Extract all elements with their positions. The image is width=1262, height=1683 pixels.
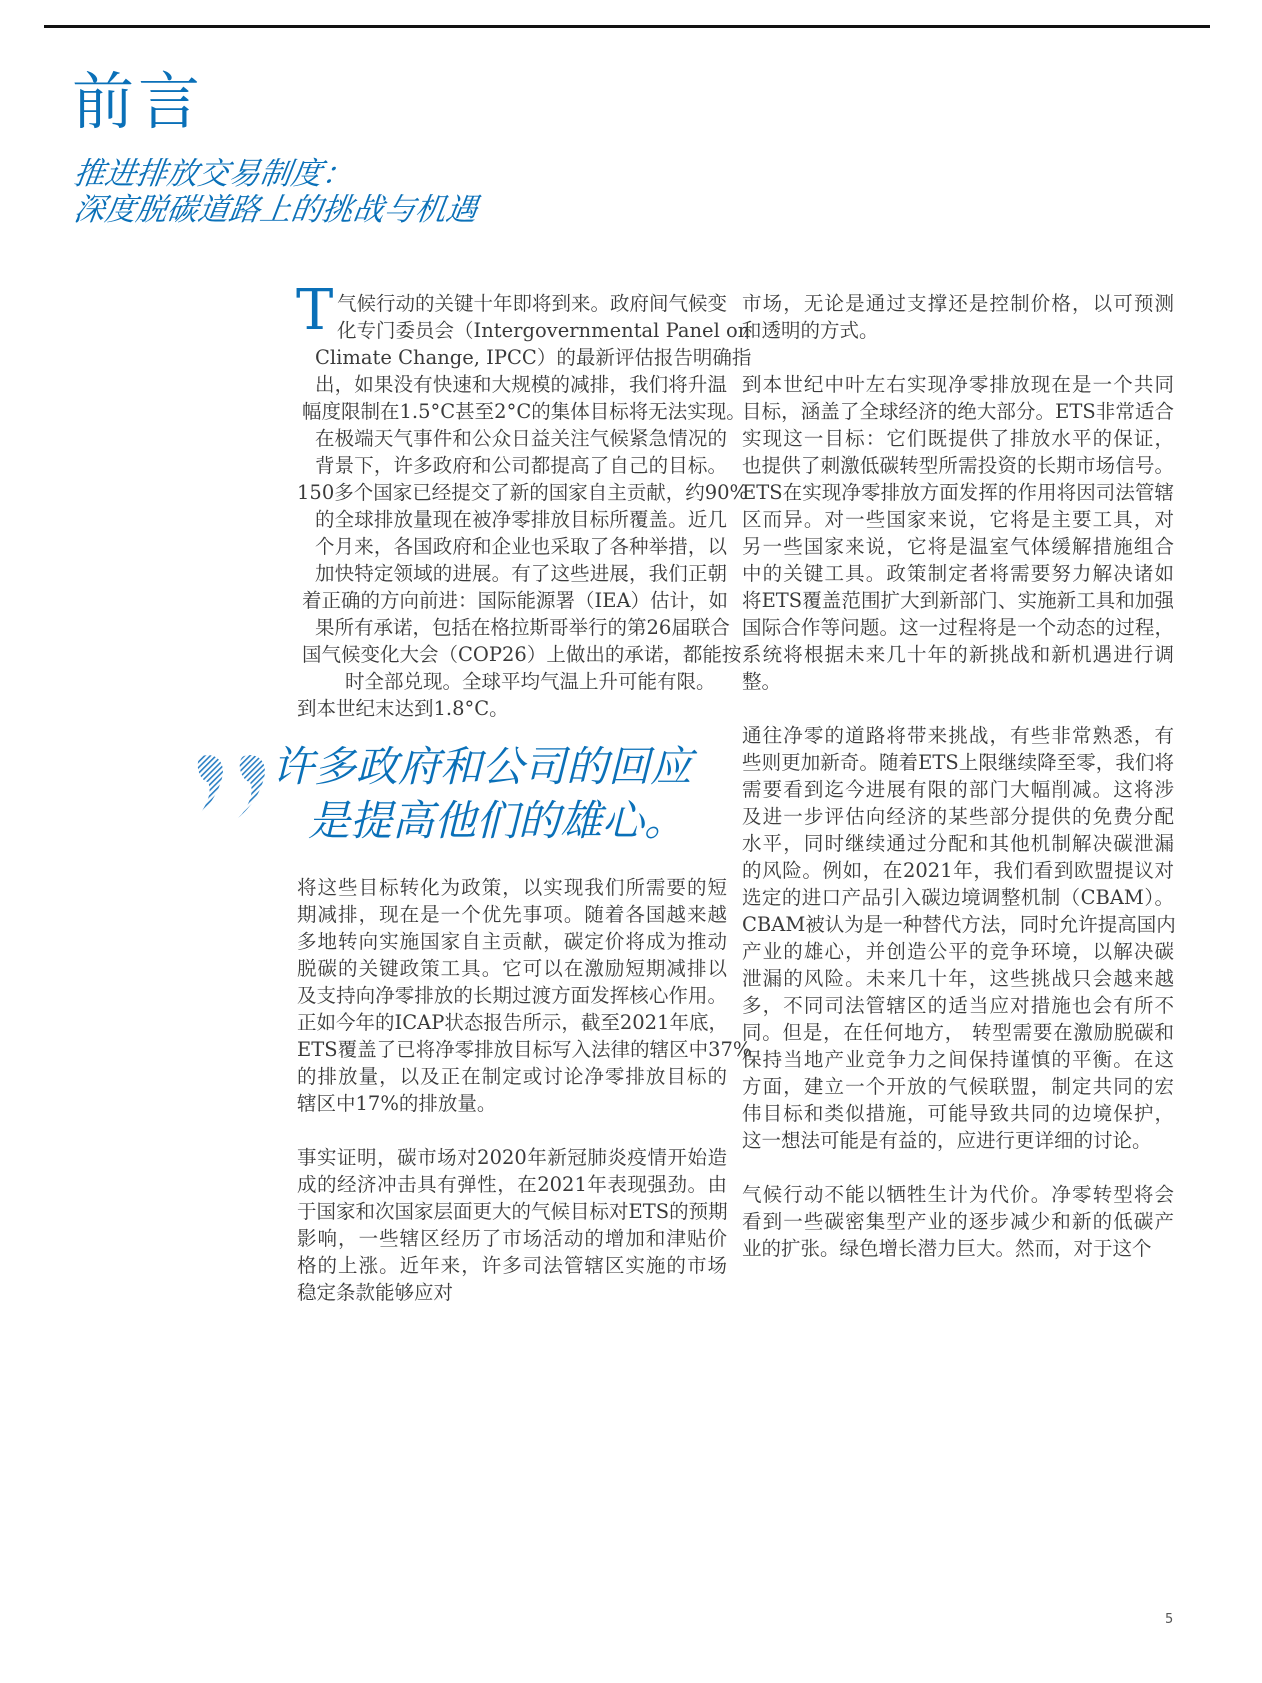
text-line: 背景下，许多政府和公司都提高了自己的目标。 [315, 454, 727, 477]
text-line: 将ETS覆盖范围扩大到新部门、实施新工具和加强 [742, 589, 1174, 612]
text-line: 150多个国家已经提交了新的国家自主贡献，约90% [297, 481, 749, 504]
text-line: 将这些目标转化为政策，以实现我们所需要的短 [297, 876, 727, 899]
text-line: 保持当地产业竞争力之间保持谨慎的平衡。在这 [742, 1048, 1174, 1071]
text-line: 脱碳的关键政策工具。它可以在激励短期减排以 [297, 957, 727, 980]
text-line: 国际合作等问题。这一过程将是一个动态的过程， [742, 616, 1174, 639]
text-line: 多地转向实施国家自主贡献，碳定价将成为推动 [297, 930, 727, 953]
header-rule [44, 25, 1210, 28]
pull-quote-line: 是提高他们的雄心。 [308, 796, 687, 845]
text-line: 成的经济冲击具有弹性，在2021年表现强劲。由 [297, 1173, 727, 1196]
text-line: 到本世纪中叶左右实现净零排放现在是一个共同 [742, 373, 1174, 396]
text-line: 气候行动的关键十年即将到来。政府间气候变 [337, 292, 728, 315]
text-line: 同。但是，在任何地方， 转型需要在激励脱碳和 [742, 1021, 1174, 1044]
text-line: 方面，建立一个开放的气候联盟，制定共同的宏 [742, 1075, 1174, 1098]
text-line: 伟目标和类似措施，可能导致共同的边境保护， [742, 1102, 1174, 1125]
paragraph [742, 1181, 1174, 1262]
text-line: 整。 [742, 670, 782, 693]
pull-quote-line: 许多政府和公司的回应 [272, 742, 693, 791]
text-line: 也提供了刺激低碳转型所需投资的长期市场信号。 [742, 454, 1174, 477]
subtitle-line: 推进排放交易制度： [71, 156, 356, 192]
text-line: 气候行动不能以牺牲生计为代价。净零转型将会 [742, 1183, 1174, 1206]
drop-cap: T [296, 278, 334, 343]
text-line: 着正确的方向前进：国际能源署（IEA）估计，如 [302, 589, 729, 612]
text-line: 水平，同时继续通过分配和其他机制解决碳泄漏 [742, 832, 1174, 855]
paragraph [742, 722, 1174, 1154]
text-line: 泄漏的风险。未来几十年，这些挑战只会越来越 [742, 967, 1174, 990]
intro-paragraph [297, 290, 752, 749]
text-line: 市场，无论是通过支撑还是控制价格，以可预测 [742, 292, 1174, 315]
text-line: 目标，涵盖了全球经济的绝大部分。ETS非常适合 [742, 400, 1174, 423]
text-line: 这一想法可能是有益的，应进行更详细的讨论。 [742, 1129, 1152, 1152]
text-line: 国气候变化大会（COP26）上做出的承诺，都能按 [302, 643, 742, 666]
page-subtitle [71, 156, 480, 228]
text-line: 化专门委员会（Intergovernmental Panel on [337, 319, 751, 342]
text-line: 的全球排放量现在被净零排放目标所覆盖。近几 [315, 508, 727, 531]
text-line: 多，不同司法管辖区的适当应对措施也会有所不 [742, 994, 1174, 1017]
text-line: 加快特定领域的进展。有了这些进展，我们正朝 [315, 562, 727, 585]
text-line: 辖区中17%的排放量。 [297, 1092, 497, 1115]
text-line: 期减排，现在是一个优先事项。随着各国越来越 [297, 903, 727, 926]
text-line: 正如今年的ICAP状态报告所示，截至2021年底， [297, 1011, 728, 1034]
text-line: 业的扩张。绿色增长潜力巨大。然而，对于这个 [742, 1237, 1152, 1260]
text-line: 于国家和次国家层面更大的气候目标对ETS的预期 [297, 1200, 728, 1223]
text-line: 系统将根据未来几十年的新挑战和新机遇进行调 [742, 643, 1174, 666]
text-line: 及进一步评估向经济的某些部分提供的免费分配 [742, 805, 1174, 828]
page-number: 5 [1165, 1612, 1174, 1627]
text-line: 和透明的方式。 [742, 319, 879, 342]
page-title: 前言 [72, 65, 205, 138]
text-line: 果所有承诺，包括在格拉斯哥举行的第26届联合 [315, 616, 730, 639]
text-line: 区而异。对一些国家来说，它将是主要工具，对 [742, 508, 1174, 531]
text-line: 格的上涨。近年来，许多司法管辖区实施的市场 [297, 1254, 727, 1277]
text-line: 实现这一目标：它们既提供了排放水平的保证， [742, 427, 1174, 450]
text-line: 看到一些碳密集型产业的逐步减少和新的低碳产 [742, 1210, 1174, 1233]
text-line: 的风险。例如，在2021年，我们看到欧盟提议对 [742, 859, 1174, 882]
text-line: 产业的雄心，并创造公平的竞争环境，以解决碳 [742, 940, 1174, 963]
left-column-body [297, 874, 752, 1333]
text-line: 幅度限制在1.5°C甚至2°C的集体目标将无法实现。 [302, 400, 746, 423]
quote-mark-icon [196, 752, 276, 822]
paragraph [742, 371, 1174, 695]
text-line: 在极端天气事件和公众日益关注气候紧急情况的 [315, 427, 727, 450]
text-line: 及支持向净零排放的长期过渡方面发挥核心作用。 [297, 984, 727, 1007]
text-line: 事实证明，碳市场对2020年新冠肺炎疫情开始造 [297, 1146, 727, 1169]
text-line: ETS覆盖了已将净零排放目标写入法律的辖区中37% [297, 1038, 752, 1061]
text-line: 选定的进口产品引入碳边境调整机制（CBAM）。 [742, 886, 1174, 909]
text-line: 通往净零的道路将带来挑战，有些非常熟悉，有 [742, 724, 1174, 747]
text-line: 另一些国家来说，它将是温室气体缓解措施组合 [742, 535, 1174, 558]
paragraph [742, 290, 1174, 344]
text-line: 稳定条款能够应对 [297, 1281, 454, 1304]
text-line: ETS在实现净零排放方面发挥的作用将因司法管辖 [742, 481, 1174, 504]
text-line: 出，如果没有快速和大规模的减排，我们将升温 [315, 373, 727, 396]
right-column-body [742, 290, 1174, 1289]
text-line: 到本世纪末达到1.8°C。 [297, 697, 509, 720]
subtitle-line: 深度脱碳道路上的挑战与机遇 [71, 192, 480, 228]
text-line: 时全部兑现。全球平均气温上升可能有限。 [345, 670, 716, 693]
text-line: 影响，一些辖区经历了市场活动的增加和津贴价 [297, 1227, 727, 1250]
paragraph [297, 1144, 727, 1306]
text-line: 些则更加新奇。随着ETS上限继续降至零，我们将 [742, 751, 1174, 774]
text-line: 个月来，各国政府和企业也采取了各种举措，以 [315, 535, 727, 558]
text-line: CBAM被认为是一种替代方法，同时允许提高国内 [742, 913, 1176, 936]
text-line: 需要看到迄今进展有限的部门大幅削减。这将涉 [742, 778, 1174, 801]
paragraph [297, 874, 752, 1117]
text-line: 的排放量，以及正在制定或讨论净零排放目标的 [297, 1065, 727, 1088]
paragraph [297, 290, 752, 722]
text-line: Climate Change, IPCC）的最新评估报告明确指 [315, 346, 752, 369]
text-line: 中的关键工具。政策制定者将需要努力解决诸如 [742, 562, 1174, 585]
